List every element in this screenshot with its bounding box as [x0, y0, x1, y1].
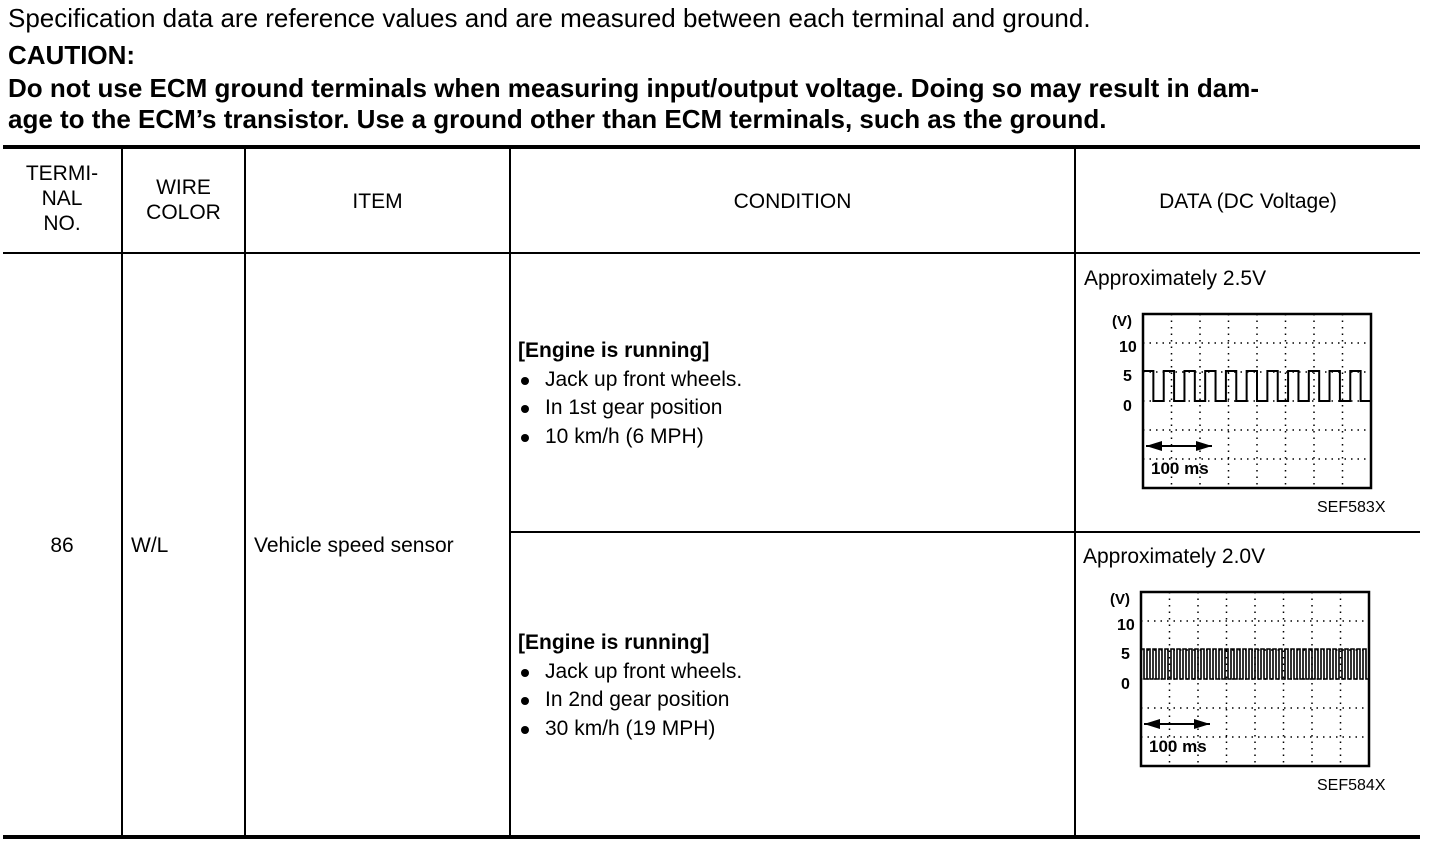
header-line: NAL: [41, 187, 83, 210]
oscilloscope-chart-2: [1098, 583, 1383, 773]
scope-y-tick: 5: [1123, 368, 1132, 385]
intro-text: Specification data are reference values and are measured between each terminal and ground.: [8, 3, 1091, 33]
figure-code-1: SEF583X: [1317, 499, 1386, 516]
scope-unit: (V): [1110, 591, 1130, 608]
caution-label: CAUTION:: [8, 40, 136, 70]
data-voltage-1: Approximately 2.5V: [1084, 267, 1267, 290]
header-wire-color: [123, 175, 244, 225]
time-arrow-left: [1144, 719, 1160, 729]
condition-title: [Engine is running]: [518, 339, 710, 362]
condition-title: [Engine is running]: [518, 631, 710, 654]
header-line: NO.: [43, 212, 81, 235]
header-data: DATA (DC Voltage): [1159, 190, 1337, 213]
condition-1: [518, 337, 742, 451]
condition-bullet: Jack up front wheels.: [518, 658, 742, 687]
condition-bullet: 10 km/h (6 MPH): [518, 423, 742, 452]
scope-y-tick: 5: [1121, 646, 1130, 663]
time-scale-label: 100 ms: [1149, 737, 1207, 756]
caution-line: age to the ECM’s transistor. Use a ground other than ECM terminals, such as the ground.: [8, 104, 1107, 134]
header-line: TERMI-: [25, 162, 99, 185]
scope-y-tick: 10: [1117, 617, 1135, 634]
header-item: ITEM: [352, 190, 403, 213]
wire-color: W/L: [131, 534, 169, 557]
header-line: WIRE: [156, 176, 211, 199]
time-arrow-right: [1196, 441, 1212, 451]
header-divider: [3, 252, 1420, 254]
col-divider: [1074, 147, 1076, 837]
condition-bullet: In 1st gear position: [518, 394, 742, 423]
scope-y-tick: 0: [1121, 676, 1130, 693]
condition-bullet: In 2nd gear position: [518, 686, 742, 715]
condition-divider: [510, 531, 1420, 533]
square-wave-signal: [1143, 371, 1371, 401]
time-arrow-left: [1146, 441, 1162, 451]
square-wave-signal: [1141, 649, 1369, 679]
header-line: COLOR: [146, 201, 221, 224]
scope-y-tick: 10: [1119, 339, 1137, 356]
data-voltage-2: Approximately 2.0V: [1083, 545, 1266, 568]
terminal-number: 86: [50, 534, 74, 557]
figure-code-2: SEF584X: [1317, 777, 1386, 794]
col-divider: [121, 147, 123, 837]
condition-bullet: Jack up front wheels.: [518, 366, 742, 395]
oscilloscope-chart-1: [1100, 305, 1385, 495]
col-divider: [244, 147, 246, 837]
time-arrow-right: [1194, 719, 1210, 729]
condition-2: [518, 629, 742, 743]
scope-unit: (V): [1112, 313, 1132, 330]
caution-line: Do not use ECM ground terminals when measuring input/output voltage. Doing so may result in dam-: [8, 73, 1259, 103]
scope-waveform: [1143, 371, 1371, 401]
scope-waveform: [1141, 649, 1369, 679]
condition-bullet: 30 km/h (19 MPH): [518, 715, 742, 744]
scope-y-tick: 0: [1123, 398, 1132, 415]
time-scale-label: 100 ms: [1151, 459, 1209, 478]
caution-text: [8, 73, 1259, 135]
header-terminal-no: [3, 161, 121, 236]
table-bottom-rule: [3, 835, 1420, 839]
col-divider: [509, 147, 511, 837]
table-top-rule: [3, 145, 1420, 149]
header-condition: CONDITION: [733, 190, 852, 213]
item-name: Vehicle speed sensor: [254, 534, 454, 557]
